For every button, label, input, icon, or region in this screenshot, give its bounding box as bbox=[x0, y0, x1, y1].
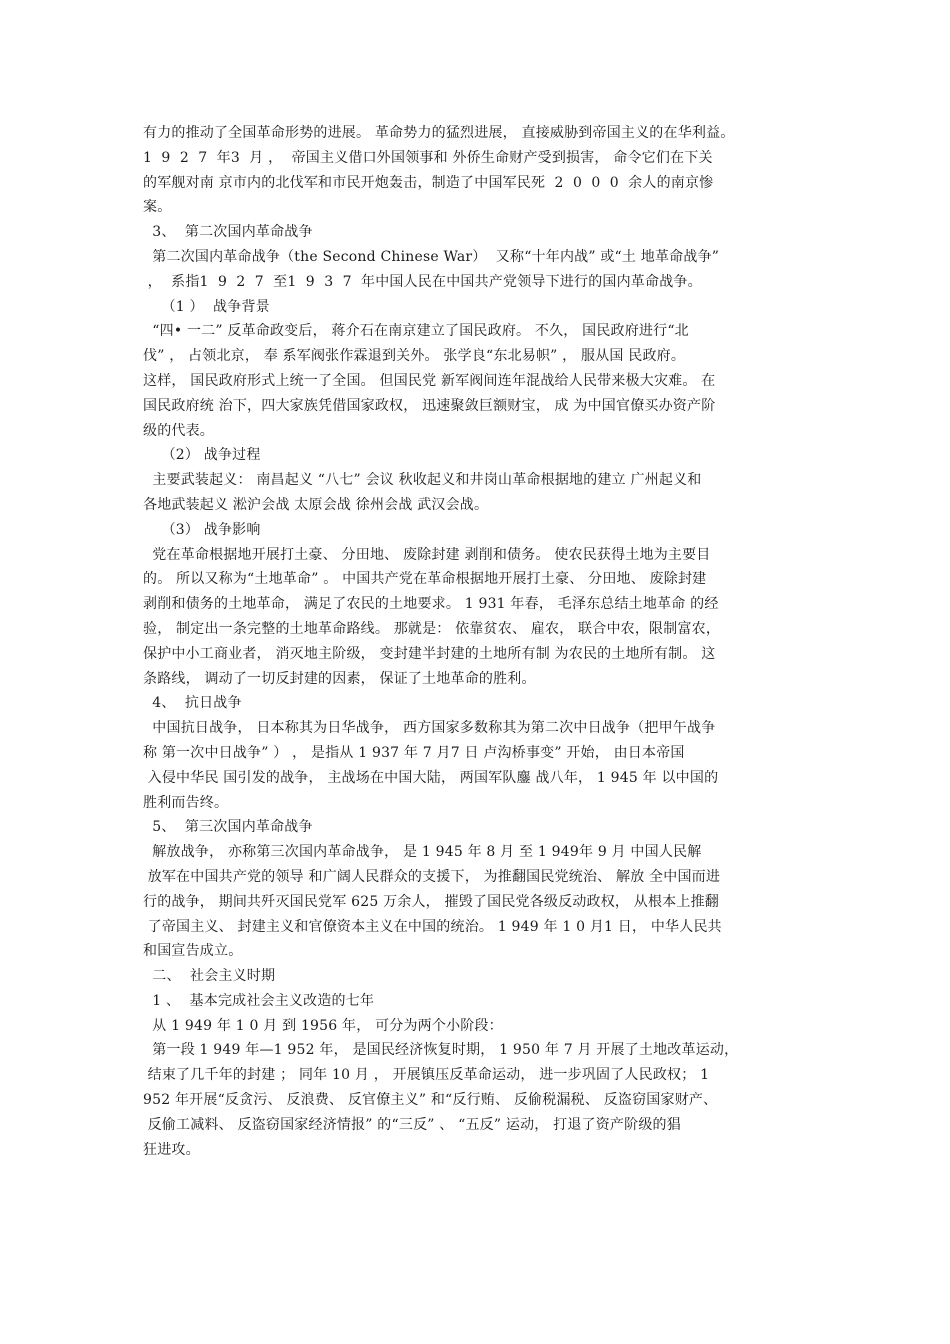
subsection-heading: （2） 战争过程 bbox=[143, 447, 261, 464]
section-heading: 4、 抗日战争 bbox=[143, 695, 242, 712]
chapter-heading: 二、 社会主义时期 bbox=[143, 968, 276, 985]
text-line: 行的战争， 期间共歼灭国民党军 625 万余人， 摧毁了国民党各级反动政权， 从根本上推翻 bbox=[143, 893, 719, 910]
section-heading: 5、 第三次国内革命战争 bbox=[143, 819, 313, 836]
text-line: 结束了几千年的封建 ； 同年 10 月 ， 开展镇压反革命运动， 进一步巩固了人民政权； 1 bbox=[143, 1067, 710, 1084]
text-line: 和国宣告成立。 bbox=[143, 943, 243, 960]
text-line: 伐” ， 占领北京， 奉 系军阀张作霖退到关外。 张学良“东北易帜” ， 服从国 民政府。 bbox=[143, 348, 686, 365]
text-line: 案。 bbox=[143, 199, 172, 216]
text-line: ， 系指1 9 2 7 至1 9 3 7 年中国人民在中国共产党领导下进行的国内革命战争。 bbox=[143, 273, 702, 290]
subsection-heading: （3） 战争影响 bbox=[143, 521, 261, 538]
text-line: 党在革命根据地开展打土豪、 分田地、 废除封建 剥削和债务。 使农民获得土地为主要目 bbox=[143, 546, 711, 563]
section-heading: 3、 第二次国内革命战争 bbox=[143, 224, 313, 241]
text-line: 了帝国主义、 封建主义和官僚资本主义在中国的统治。 1 949 年 1 0 月1 日， 中华人民共 bbox=[143, 918, 722, 935]
text-line: 保护中小工商业者， 消灭地主阶级， 变封建半封建的土地所有制 为农民的土地所有制。 这 bbox=[143, 645, 716, 662]
text-line: 级的代表。 bbox=[143, 422, 214, 439]
text-line: 的。 所以又称为“土地革命” 。 中国共产党在革命根据地开展打土豪、 分田地、 废除封建 bbox=[143, 571, 707, 588]
text-line: 各地武装起义 淞沪会战 太原会战 徐州会战 武汉会战。 bbox=[143, 496, 489, 513]
section-heading: 1 、 基本完成社会主义改造的七年 bbox=[143, 992, 375, 1009]
document-body bbox=[143, 121, 823, 1162]
text-line: 剥削和债务的土地革命， 满足了农民的土地要求。 1 931 年春， 毛泽东总结土地革命 的经 bbox=[143, 596, 719, 613]
text-line: “四• 一二” 反革命政变后， 蒋介石在南京建立了国民政府。 不久， 国民政府进行“北 bbox=[143, 323, 689, 340]
text-line: 1 9 2 7 年3 月 ， 帝国主义借口外国领事和 外侨生命财产受到损害， 命令它们在下关 bbox=[143, 149, 713, 166]
text-line: 狂进攻。 bbox=[143, 1141, 200, 1158]
text-line: 从 1 949 年 1 0 月 到 1956 年， 可分为两个小阶段： bbox=[143, 1017, 503, 1034]
text-line: 反偷工减料、 反盗窃国家经济情报” 的“三反” 、 “五反” 运动， 打退了资产阶级的猖 bbox=[143, 1116, 681, 1133]
text-line: 解放战争， 亦称第三次国内革命战争， 是 1 945 年 8 月 至 1 949年 9 月 中国人民解 bbox=[143, 844, 702, 861]
text-line: 第二次国内革命战争（the Second Chinese War） 又称“十年内战” 或“土 地革命战争” bbox=[143, 248, 720, 265]
text-line: 有力的推动了全国革命形势的进展。 革命势力的猛烈进展， 直接威胁到帝国主义的在华利益。 bbox=[143, 125, 735, 141]
text-line: 验， 制定出一条完整的土地革命路线。 那就是： 依靠贫农、 雇农， 联合中农，限制富农， bbox=[143, 620, 721, 637]
text-line: 主要武装起义： 南昌起义 “八七” 会议 秋收起义和井岗山革命根据地的建立 广州起义和 bbox=[143, 472, 702, 489]
text-line: 第一段 1 949 年—1 952 年， 是国民经济恢复时期， 1 950 年 7 月 开展了土地改革运动， bbox=[143, 1042, 739, 1059]
text-line: 胜利而告终。 bbox=[143, 794, 229, 811]
subsection-heading: （1 ） 战争背景 bbox=[143, 298, 270, 315]
text-line: 这样， 国民政府形式上统一了全国。 但国民党 新军阀间连年混战给人民带来极大灾难。 在 bbox=[143, 372, 716, 389]
text-line: 952 年开展“反贪污、 反浪费、 反官僚主义” 和“反行贿、 反偷税漏税、 反盗窃国家财产、 bbox=[143, 1092, 718, 1109]
text-line: 称 第一次中日战争” ） ， 是指从 1 937 年 7 月7 日 卢沟桥事变” 开始， 由日本帝国 bbox=[143, 744, 685, 761]
text-line: 入侵中华民 国引发的战争， 主战场在中国大陆， 两国军队鏖 战八年， 1 945 年 以中国的 bbox=[143, 769, 719, 786]
text-line: 放军在中国共产党的领导 和广阔人民群众的支援下， 为推翻国民党统治、 解放 全中国而进 bbox=[143, 868, 721, 885]
text-line: 条路线， 调动了一切反封建的因素， 保证了土地革命的胜利。 bbox=[143, 670, 536, 687]
text-line: 国民政府统 治下，四大家族凭借国家政权， 迅速聚敛巨额财宝， 成 为中国官僚买办资产阶 bbox=[143, 397, 716, 414]
text-line: 的军舰对南 京市内的北伐军和市民开炮轰击，制造了中国军民死 2 0 0 0 余人的南京惨 bbox=[143, 174, 714, 191]
text-line: 中国抗日战争， 日本称其为日华战争， 西方国家多数称其为第二次中日战争（把甲午战争 bbox=[143, 720, 716, 737]
